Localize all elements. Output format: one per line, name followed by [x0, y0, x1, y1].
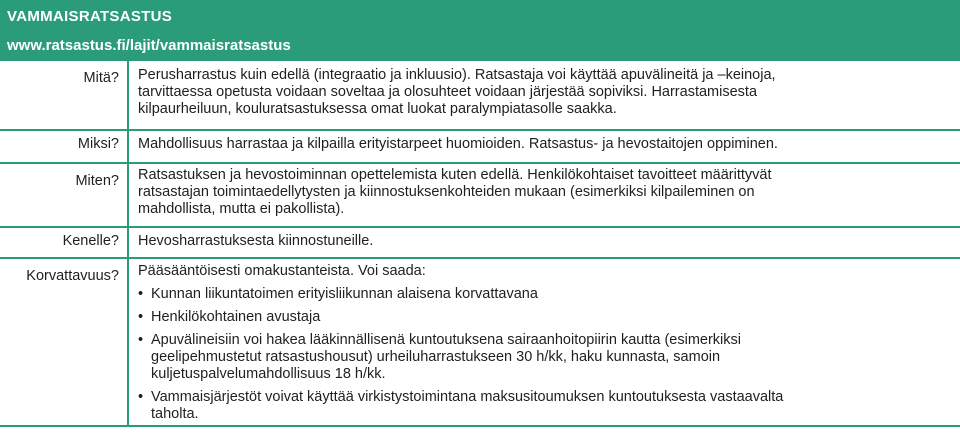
row-content	[127, 259, 960, 425]
text-line: tarvittaessa opetusta voidaan soveltaa ja olosuhteet voidaan järjestää sopiviksi. Harrastamisesta	[138, 84, 758, 100]
row-label: Kenelle?	[62, 233, 119, 249]
text-line: geelipehmustetut ratsastushousut) urheiluharrastukseen 30 h/kk, haku kunnasta, samoin	[151, 349, 721, 365]
text-line: Perusharrastus kuin edellä (integraatio ja inkluusio). Ratsastaja voi käyttää apuvälineitä ja –keinoja,	[138, 67, 776, 83]
text-line: ratsastajan toimintaedellytysten ja kiinnostuksenkohteiden mukaan (esimerkiksi kilpaileminen on	[138, 184, 755, 200]
text-line: taholta.	[151, 406, 199, 422]
table-row-kenelle	[0, 228, 960, 258]
text-line: Ratsastuksen ja hevostoiminnan opettelemista kuten edellä. Henkilökohtaiset tavoitteet määrittyvät	[138, 167, 772, 183]
table-row-mita	[0, 61, 960, 130]
row-content	[127, 61, 960, 130]
page-title: VAMMAISRATSASTUS	[7, 8, 173, 25]
bullet-marker: •	[138, 309, 144, 325]
bullet-marker: •	[138, 389, 144, 405]
text-line: Vammaisjärjestöt voivat käyttää virkistystoimintana maksusitoumuksen kuntoutuksesta vastaavalta	[151, 389, 784, 405]
row-label: Mitä?	[83, 70, 119, 86]
list-item	[138, 389, 960, 423]
list-item	[138, 309, 960, 326]
text-line: kilpaurheiluun, kouluratsastuksessa omat luokat paralympiatasolle saakka.	[138, 101, 617, 117]
text-line: Kunnan liikuntatoimen erityisliikunnan alaisena korvattavana	[151, 286, 538, 302]
source-url: www.ratsastus.fi/lajit/vammaisratsastus	[7, 37, 291, 54]
list-item	[138, 332, 960, 383]
text-line: kuljetuspalvelumahdollisuus 18 h/kk.	[151, 366, 386, 382]
text-line: Apuvälineisiin voi hakea lääkinnällisenä kuntoutuksena sairaanhoitopiirin kautta (esimerkiksi	[151, 332, 741, 348]
list-item	[138, 286, 960, 303]
table-row-korvattavuus	[0, 259, 960, 425]
text-line: Pääsääntöisesti omakustanteista. Voi saada:	[138, 263, 426, 279]
bullet-marker: •	[138, 332, 144, 348]
table-row-miten	[0, 164, 960, 226]
text-line: mahdollista, mutta ei pakollista).	[138, 201, 345, 217]
table-row-miksi	[0, 131, 960, 163]
bullet-list	[138, 286, 960, 423]
row-label: Korvattavuus?	[26, 268, 119, 284]
row-content	[127, 164, 960, 226]
document-header	[0, 0, 960, 61]
row-label: Miksi?	[77, 136, 119, 152]
row-label: Miten?	[75, 173, 119, 189]
row-content	[127, 228, 960, 258]
table-bottom-border	[0, 425, 960, 427]
text-line: Hevosharrastuksesta kiinnostuneille.	[138, 233, 374, 249]
row-content	[127, 131, 960, 163]
text-line: Mahdollisuus harrastaa ja kilpailla erityistarpeet huomioiden. Ratsastus- ja hevostaitojen oppiminen.	[138, 136, 778, 152]
bullet-marker: •	[138, 286, 144, 302]
text-line: Henkilökohtainen avustaja	[151, 309, 321, 325]
